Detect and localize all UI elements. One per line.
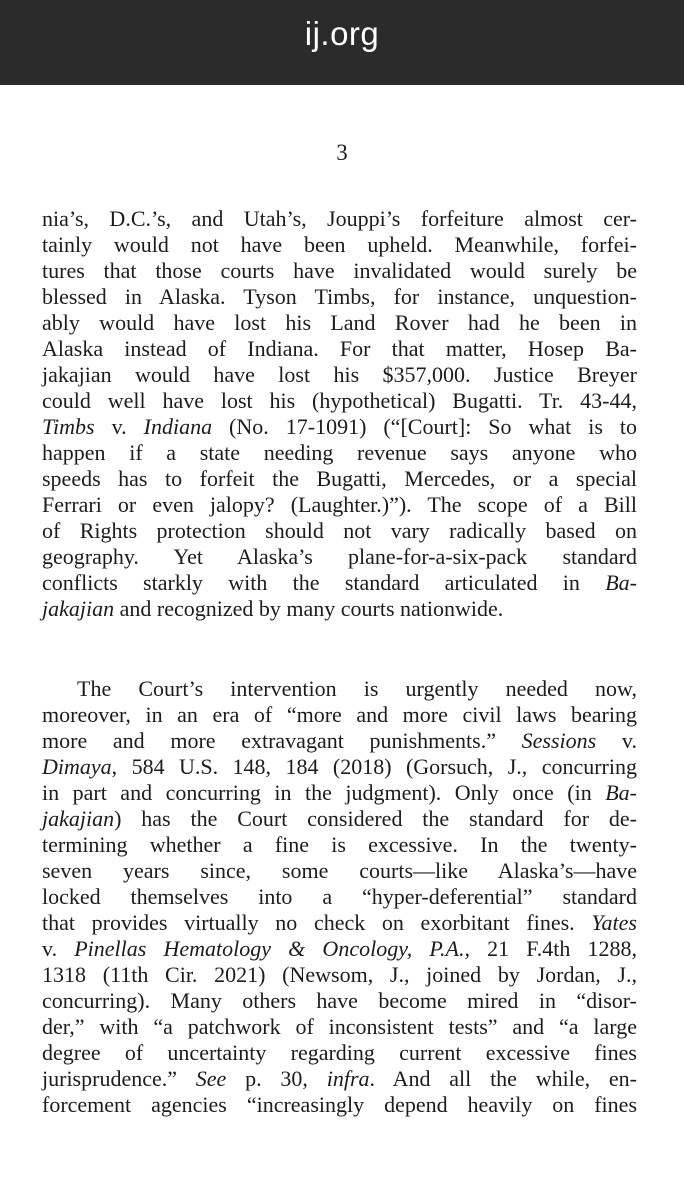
text-line: termining whether a fine is excessive. In the twenty-: [42, 832, 637, 857]
text-line: forcement agencies “increasingly depend heavily on fines: [42, 1092, 637, 1117]
text-line: ably would have lost his Land Rover had he been in: [42, 310, 637, 335]
text-line: could well have lost his (hypothetical) Bugatti. Tr. 43-44,: [42, 388, 637, 413]
text-line: locked themselves into a “hyper-deferential” standard: [42, 884, 637, 909]
text-line: jakajian and recognized by many courts nationwide.: [42, 596, 504, 621]
text-line: degree of uncertainty regarding current excessive fines: [42, 1040, 637, 1065]
text-line: der,” with “a patchwork of inconsistent tests” and “a large: [42, 1014, 637, 1039]
page-number: 3: [336, 140, 348, 165]
text-line: v. Pinellas Hematology & Oncology, P.A., 21 F.4th 1288,: [42, 936, 637, 961]
text-line: tures that those courts have invalidated would surely be: [42, 258, 637, 283]
text-line: blessed in Alaska. Tyson Timbs, for instance, unquestion-: [42, 284, 637, 309]
text-line: more and more extravagant punishments.” Sessions v.: [42, 728, 637, 753]
text-line: The Court’s intervention is urgently needed now,: [77, 676, 637, 701]
text-line: jurisprudence.” See p. 30, infra. And all the while, en-: [42, 1066, 637, 1091]
top-bar: [0, 0, 684, 85]
text-line: nia’s, D.C.’s, and Utah’s, Jouppi’s forfeiture almost cer-: [42, 206, 637, 231]
text-line: Dimaya, 584 U.S. 148, 184 (2018) (Gorsuch, J., concurring: [42, 754, 637, 779]
text-line: Alaska instead of Indiana. For that matter, Hosep Ba-: [42, 336, 637, 361]
text-line: seven years since, some courts—like Alaska’s—have: [42, 858, 637, 883]
text-line: of Rights protection should not vary radically based on: [42, 518, 637, 543]
text-line: speeds has to forfeit the Bugatti, Mercedes, or a special: [42, 466, 637, 491]
site-domain-label: ij.org: [304, 15, 380, 52]
text-line: that provides virtually no check on exorbitant fines. Yates: [42, 910, 637, 935]
text-line: happen if a state needing revenue says anyone who: [42, 440, 637, 465]
text-line: tainly would not have been upheld. Meanwhile, forfei-: [42, 232, 637, 257]
text-line: geography. Yet Alaska’s plane-for-a-six-pack standard: [42, 544, 637, 569]
text-line: in part and concurring in the judgment). Only once (in Ba-: [42, 780, 637, 805]
text-line: concurring). Many others have become mired in “disor-: [42, 988, 637, 1013]
text-line: conflicts starkly with the standard articulated in Ba-: [42, 570, 637, 595]
text-line: moreover, in an era of “more and more civil laws bearing: [42, 702, 637, 727]
text-line: Timbs v. Indiana (No. 17-1091) (“[Court]: So what is to: [42, 414, 638, 439]
text-line: Ferrari or even jalopy? (Laughter.)”). The scope of a Bill: [42, 492, 637, 517]
text-line: jakajian) has the Court considered the standard for de-: [42, 806, 637, 831]
text-line: jakajian would have lost his $357,000. Justice Breyer: [42, 362, 637, 387]
document-page: [0, 85, 684, 1200]
text-line: 1318 (11th Cir. 2021) (Newsom, J., joined by Jordan, J.,: [42, 962, 637, 987]
